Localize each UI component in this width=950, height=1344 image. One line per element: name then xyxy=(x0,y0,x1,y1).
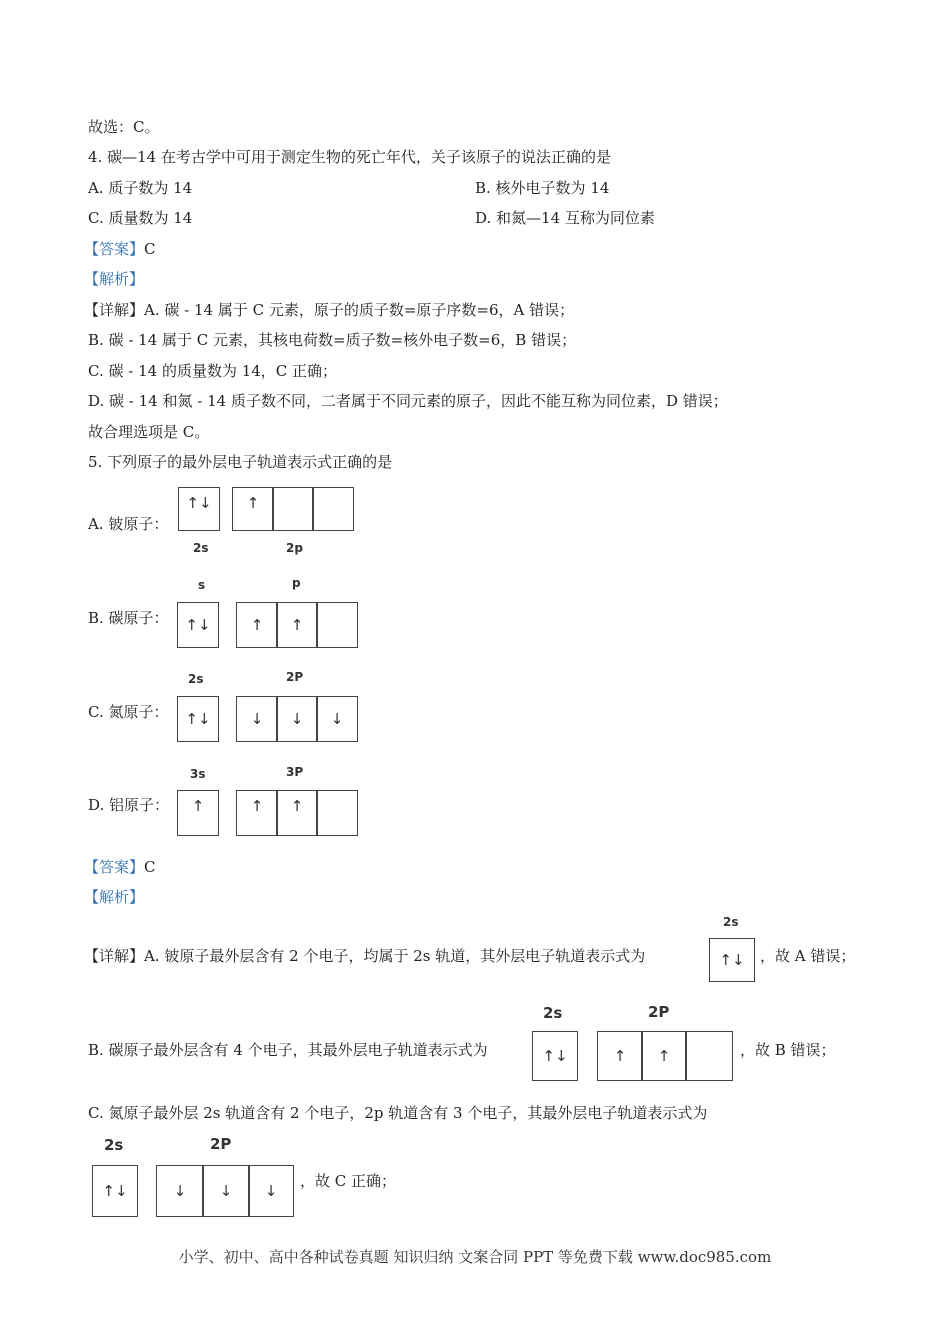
detail-text: A. 碳 - 14 属于 C 元素，原子的质子数=原子序数=6，A 错误； xyxy=(144,301,575,319)
orbital-box: ↓ xyxy=(316,696,358,742)
orbital-box: ↑ xyxy=(641,1031,687,1081)
detail-5b: B. 碳原子最外层含有 4 个电子，其最外层电子轨道表示式为 xyxy=(88,1041,488,1059)
orbital-box: ↑ xyxy=(236,602,278,648)
detail-tag: 【详解】 xyxy=(84,947,145,965)
detail-text: A. 铍原子最外层含有 2 个电子，均属于 2s 轨道，其外层电子轨道表示式为 xyxy=(144,947,646,965)
detail-4d: D. 碳 - 14 和氮 - 14 质子数不同，二者属于不同元素的原子，因此不能互称为同位素，D 错误； xyxy=(88,392,728,410)
detail-5c: C. 氮原子最外层 2s 轨道含有 2 个电子，2p 轨道含有 3 个电子，其最外层电子轨道表示式为 xyxy=(88,1104,708,1122)
orbital-label: 2s xyxy=(193,541,209,555)
orbital-box: ↑ xyxy=(597,1031,643,1081)
analysis-tag-4 xyxy=(84,269,144,289)
orbital-label: 2P xyxy=(210,1135,232,1153)
orbital-label: 2P xyxy=(286,670,304,684)
option-5d: D. 铝原子： xyxy=(88,796,170,814)
orbital-box: ↑↓ xyxy=(177,696,219,742)
orbital-box: ↑ xyxy=(276,602,318,648)
question-5: 5. 下列原子的最外层电子轨道表示式正确的是 xyxy=(88,453,393,471)
orbital-box: ↓ xyxy=(156,1165,204,1217)
option-4a: A. 质子数为 14 xyxy=(88,179,193,197)
detail-tag: 【详解】 xyxy=(84,301,145,319)
orbital-box xyxy=(312,487,354,531)
answer-5 xyxy=(84,857,156,877)
question-4: 4. 碳—14 在考古学中可用于测定生物的死亡年代，关子该原子的说法正确的是 xyxy=(88,148,611,166)
orbital-label: 3P xyxy=(286,765,304,779)
analysis-tag: 【解析】 xyxy=(84,888,145,906)
orbital-box: ↓ xyxy=(248,1165,294,1217)
orbital-box: ↑↓ xyxy=(709,938,755,982)
conclusion-4: 故合理选项是 C。 xyxy=(88,423,210,441)
orbital-label: p xyxy=(292,576,301,590)
answer-value: C xyxy=(144,240,156,258)
orbital-box xyxy=(316,790,358,836)
option-4c: C. 质量数为 14 xyxy=(88,209,193,227)
orbital-label: 2s xyxy=(723,915,739,929)
page-footer: 小学、初中、高中各种试卷真题 知识归纳 文案合同 PPT 等免费下载 www.doc985.com xyxy=(178,1248,772,1266)
orbital-label: 2P xyxy=(648,1003,670,1021)
orbital-box: ↑ xyxy=(177,790,219,836)
answer-tag: 【答案】 xyxy=(84,240,145,258)
orbital-box: ↓ xyxy=(202,1165,250,1217)
orbital-box: ↓ xyxy=(236,696,278,742)
orbital-box xyxy=(316,602,358,648)
option-5a: A. 铍原子： xyxy=(88,515,169,533)
option-5c: C. 氮原子： xyxy=(88,703,169,721)
orbital-label: 3s xyxy=(190,767,206,781)
orbital-label: 2s xyxy=(104,1136,124,1154)
orbital-box xyxy=(272,487,314,531)
orbital-box: ↑ xyxy=(232,487,274,531)
answer-4 xyxy=(84,239,156,259)
detail-4a xyxy=(84,300,574,320)
analysis-tag: 【解析】 xyxy=(84,270,145,288)
orbital-label: 2s xyxy=(188,672,204,686)
text-line: 故选：C。 xyxy=(88,118,160,136)
orbital-label: 2p xyxy=(286,541,303,555)
option-5b: B. 碳原子： xyxy=(88,609,169,627)
option-4d: D. 和氮—14 互称为同位素 xyxy=(475,209,655,227)
detail-5a xyxy=(84,946,645,966)
orbital-box: ↑ xyxy=(276,790,318,836)
orbital-box: ↑↓ xyxy=(178,487,220,531)
option-4b: B. 核外电子数为 14 xyxy=(475,179,610,197)
detail-4b: B. 碳 - 14 属于 C 元素，其核电荷数=质子数=核外电子数=6，B 错误； xyxy=(88,331,577,349)
orbital-box: ↑↓ xyxy=(532,1031,578,1081)
orbital-box: ↓ xyxy=(276,696,318,742)
orbital-box xyxy=(685,1031,733,1081)
orbital-label: 2s xyxy=(543,1004,563,1022)
answer-value: C xyxy=(144,858,156,876)
detail-5a-end: ，故 A 错误； xyxy=(760,947,856,965)
detail-5b-end: ，故 B 错误； xyxy=(740,1041,836,1059)
detail-4c: C. 碳 - 14 的质量数为 14，C 正确； xyxy=(88,362,338,380)
orbital-label: s xyxy=(198,578,206,592)
orbital-box: ↑↓ xyxy=(177,602,219,648)
orbital-box: ↑ xyxy=(236,790,278,836)
detail-5c-end: ，故 C 正确； xyxy=(300,1172,397,1190)
orbital-box: ↑↓ xyxy=(92,1165,138,1217)
analysis-tag-5 xyxy=(84,887,144,907)
answer-tag: 【答案】 xyxy=(84,858,145,876)
